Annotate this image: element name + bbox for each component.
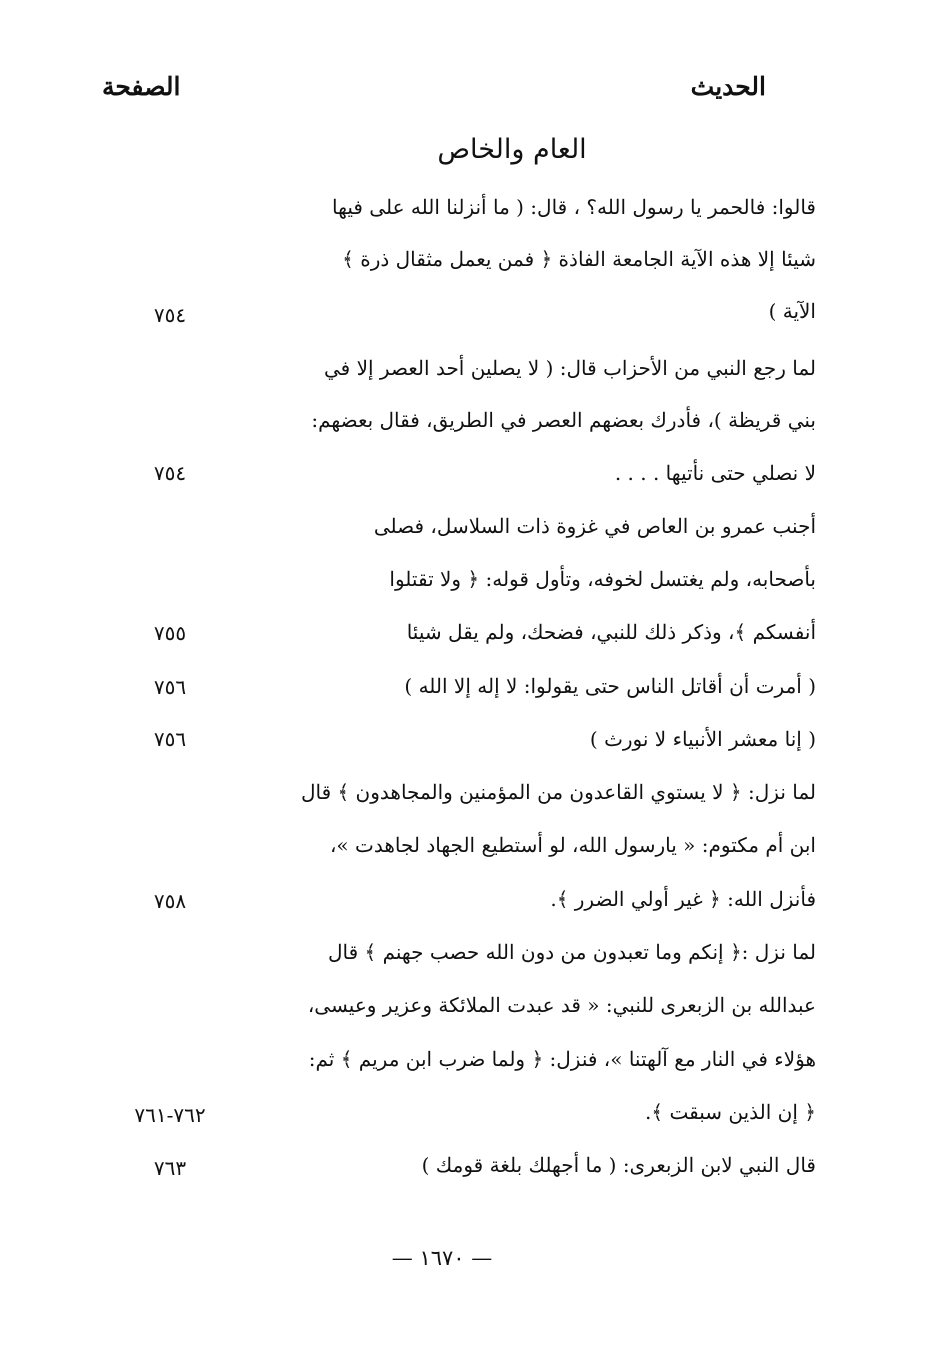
page-reference: ٧٦٢-٧٦١	[134, 1103, 206, 1127]
hadith-line: ﴿ إن الذين سبقت ﴾.	[645, 1100, 816, 1124]
page-reference: ٧٥٤	[153, 303, 187, 327]
section-title: العام والخاص	[437, 134, 587, 165]
hadith-line: ابن أم مكتوم: « يارسول الله، لو أستطيع الجهاد لجاهدت »،	[329, 833, 816, 857]
hadith-line: لما نزل: ﴿ لا يستوي القاعدون من المؤمنين والمجاهدون ﴾ قال	[300, 780, 816, 804]
hadith-line: قال النبي لابن الزبعرى: ( ما أجهلك بلغة قومك )	[421, 1153, 816, 1177]
hadith-line: ( إنا معشر الأنبياء لا نورث )	[589, 727, 816, 751]
hadith-line: بني قريظة )، فأدرك بعضهم العصر في الطريق، فقال بعضهم:	[311, 408, 816, 432]
page-column-header: الصفحة	[102, 72, 181, 101]
page-reference: ٧٥٦	[153, 727, 187, 751]
hadith-line: عبدالله بن الزبعرى للنبي: « قد عبدت الملائكة وعزير وعيسى،	[307, 993, 816, 1017]
hadith-line: الآية )	[768, 299, 816, 323]
page-reference: ٧٥٨	[153, 889, 187, 913]
hadith-line: ( أمرت أن أقاتل الناس حتى يقولوا: لا إله إلا الله )	[404, 674, 816, 698]
page-reference: ٧٥٥	[153, 621, 187, 645]
page-reference: ٧٥٦	[153, 675, 187, 699]
hadith-line: لما رجع النبي من الأحزاب قال: ( لا يصلين أحد العصر إلا في	[324, 356, 816, 380]
page-reference: ٧٥٤	[153, 461, 187, 485]
hadith-line: شيئا إلا هذه الآية الجامعة الفاذة ﴿ فمن يعمل مثقال ذرة ﴾	[342, 247, 816, 271]
hadith-line: هؤلاء في النار مع آلهتنا »، فنزل: ﴿ ولما ضرب ابن مريم ﴾ ثم:	[308, 1047, 816, 1071]
page-reference: ٧٦٣	[153, 1156, 187, 1180]
hadith-line: قالوا: فالحمر يا رسول الله؟ ، قال: ( ما أنزلنا الله على فيها	[332, 195, 816, 219]
hadith-line: أنفسكم ﴾، وذكر ذلك للنبي، فضحك، ولم يقل شيئا	[406, 620, 816, 644]
page-number: — ١٦٧٠ —	[391, 1246, 493, 1270]
hadith-line: فأنزل الله: ﴿ غير أولي الضرر ﴾.	[550, 887, 816, 911]
hadith-line: لما نزل :﴿ إنكم وما تعبدون من دون الله حصب جهنم ﴾ قال	[327, 940, 816, 964]
hadith-line: أجنب عمرو بن العاص في غزوة ذات السلاسل، فصلى	[373, 514, 816, 538]
hadith-column-header: الحديث	[690, 72, 766, 101]
hadith-line: بأصحابه، ولم يغتسل لخوفه، وتأول قوله: ﴿ ولا تقتلوا	[389, 567, 816, 591]
hadith-line: لا نصلي حتى نأتيها . . . .	[614, 461, 816, 485]
